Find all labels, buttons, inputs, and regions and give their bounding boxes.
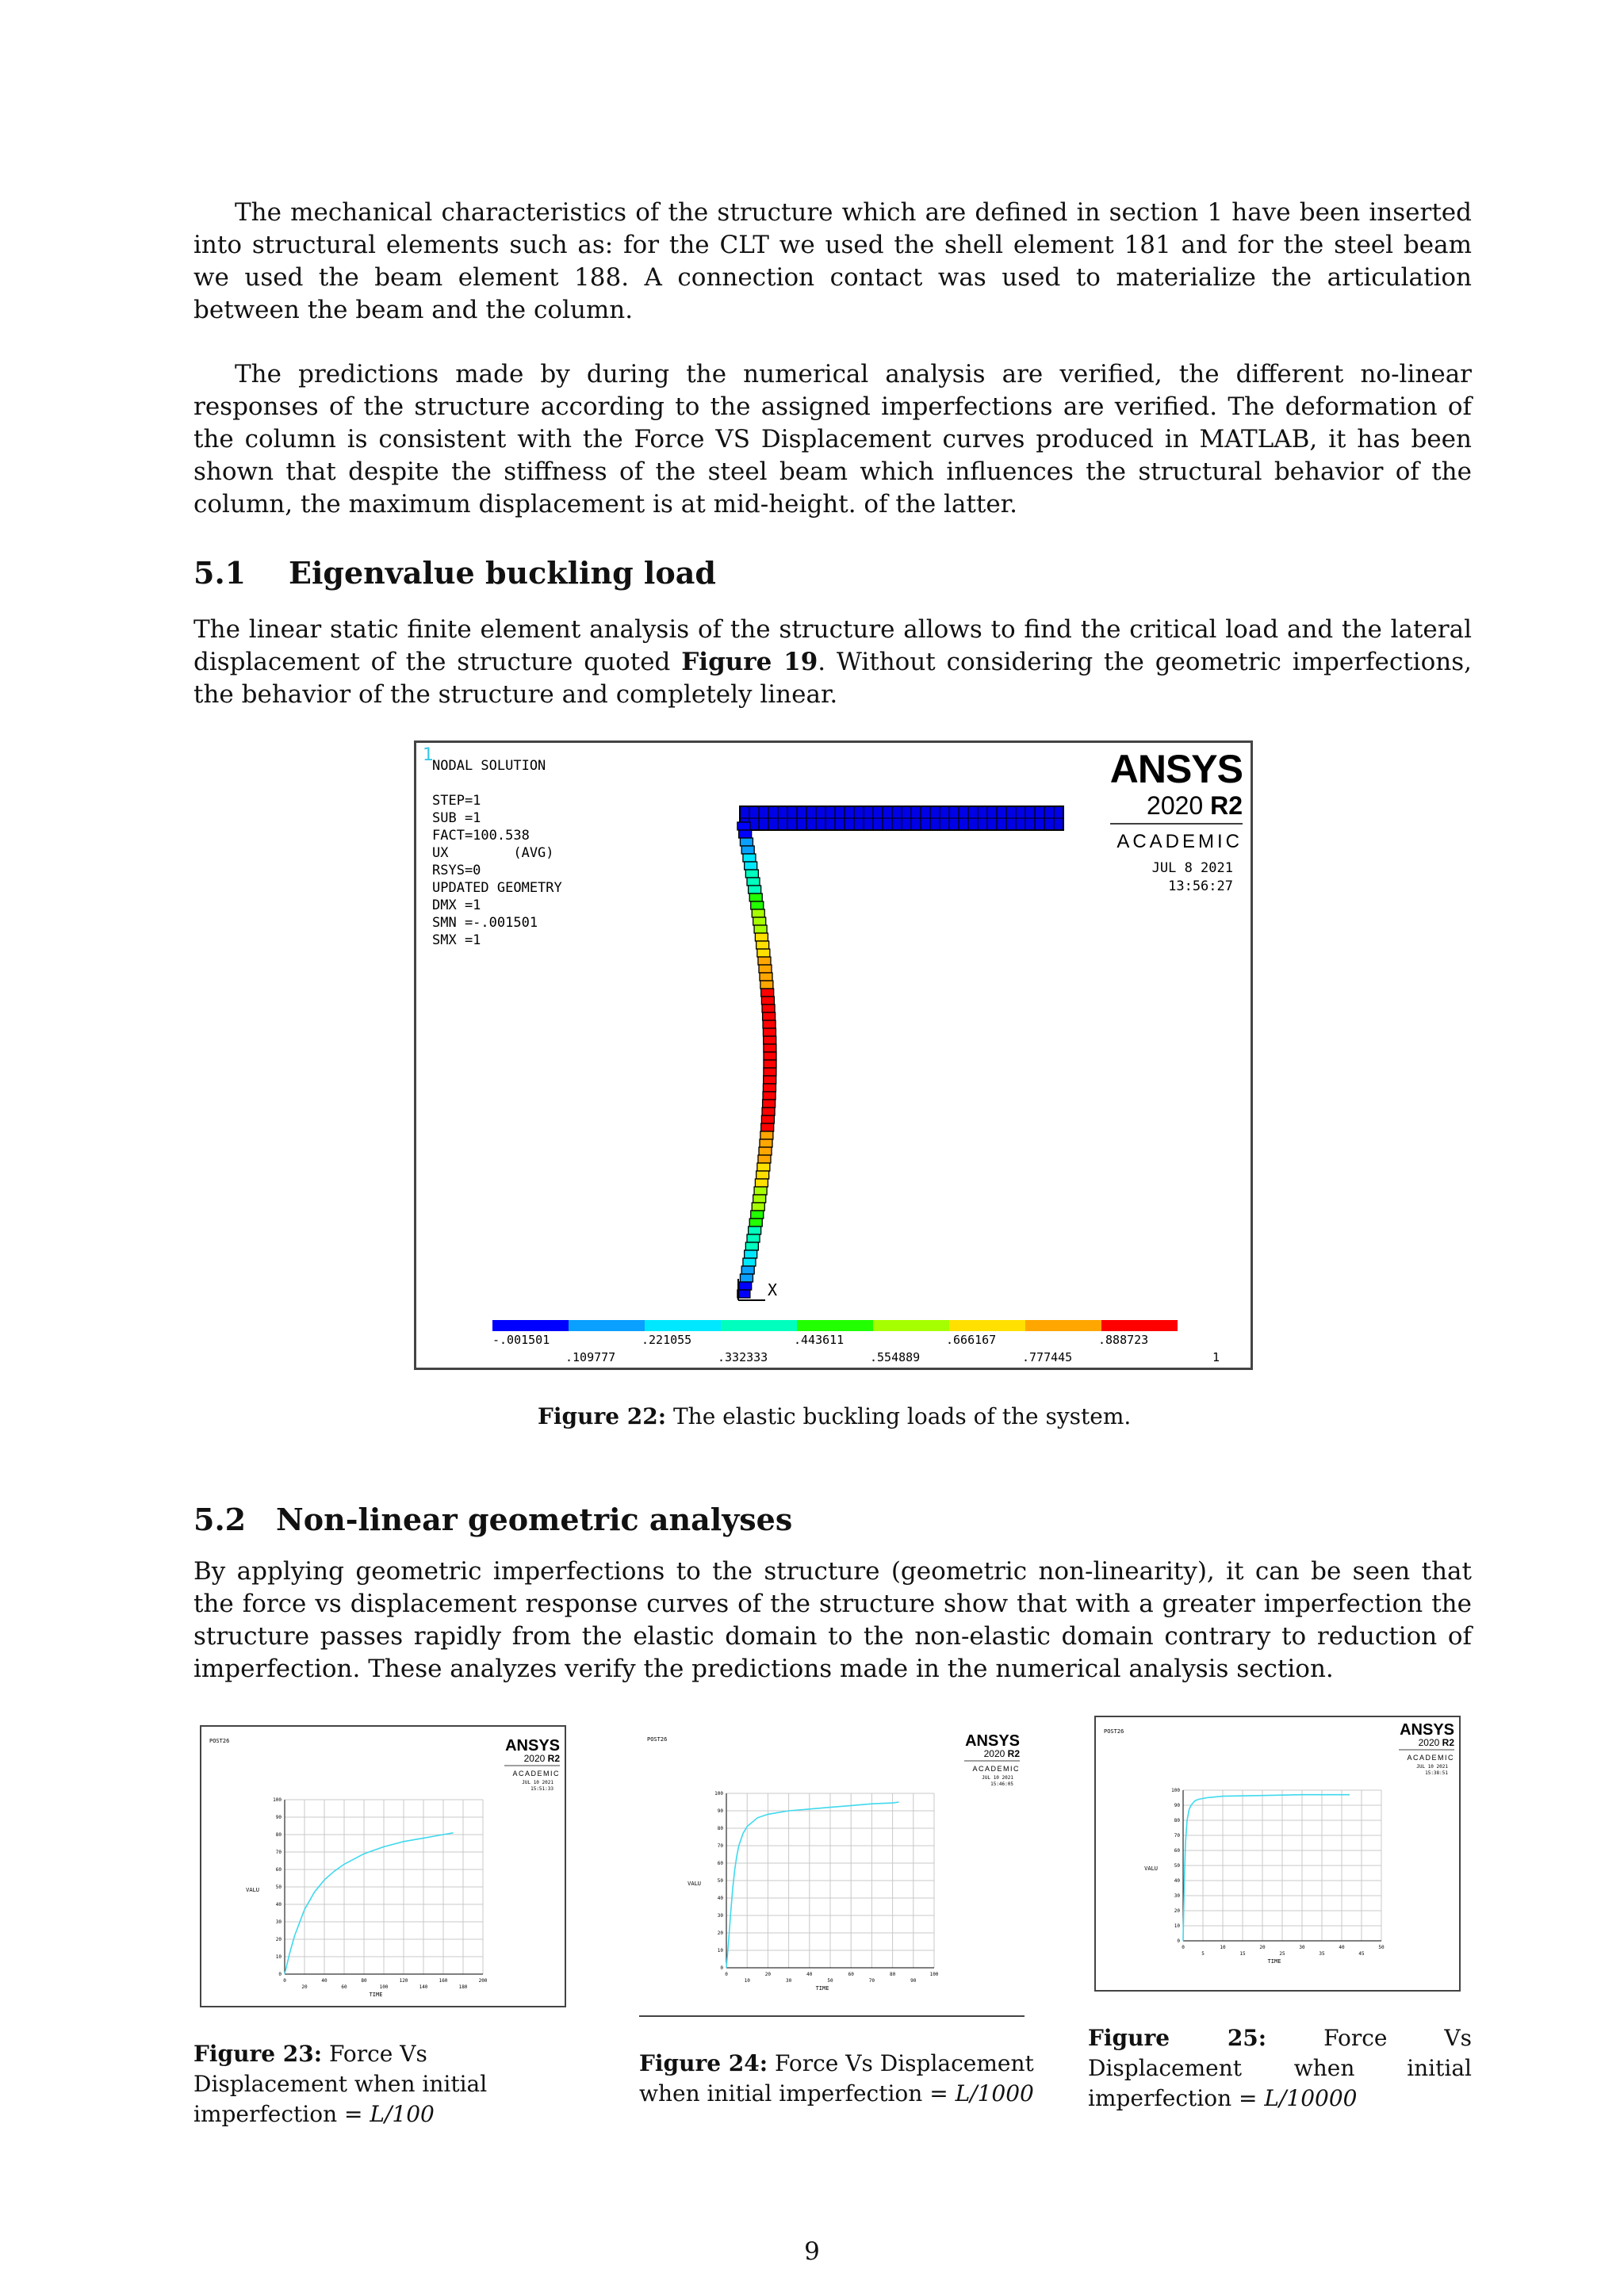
y-axis-label: VALU bbox=[246, 1887, 259, 1893]
legend-label: .109777 bbox=[565, 1350, 616, 1364]
y-tick-label: 10 bbox=[717, 1948, 723, 1954]
y-tick-label: 40 bbox=[1174, 1878, 1180, 1884]
force-displacement-curve bbox=[726, 1802, 899, 1968]
column-element bbox=[757, 1163, 770, 1171]
force-displacement-curve bbox=[1183, 1795, 1350, 1941]
info-line: DMX =1 bbox=[432, 897, 481, 913]
x-tick-label: 45 bbox=[1358, 1951, 1365, 1957]
ansys-logo: ANSYS bbox=[965, 1732, 1020, 1750]
legend-label: .777445 bbox=[1022, 1350, 1073, 1364]
column-element bbox=[763, 1084, 776, 1092]
x-tick-label: 40 bbox=[321, 1978, 327, 1984]
column-element bbox=[760, 1139, 772, 1147]
plot-time: 15:38:51 bbox=[1425, 1770, 1448, 1776]
info-line: UPDATED GEOMETRY bbox=[432, 880, 562, 896]
column-element bbox=[763, 1100, 776, 1108]
column-element bbox=[758, 957, 771, 965]
ansys-edition: ACADEMIC bbox=[972, 1765, 1020, 1773]
column-element bbox=[745, 870, 758, 878]
y-tick-label: 80 bbox=[1174, 1818, 1180, 1823]
legend-label: .332333 bbox=[718, 1350, 768, 1364]
section-heading-5-2 bbox=[193, 1502, 792, 1537]
column-element bbox=[756, 941, 769, 949]
y-tick-label: 70 bbox=[717, 1843, 723, 1849]
chart-canvas bbox=[1096, 1717, 1459, 1990]
y-tick-label: 0 bbox=[720, 1965, 723, 1971]
column-element bbox=[758, 1155, 771, 1163]
ansys-edition: ACADEMIC bbox=[1407, 1754, 1454, 1762]
column-element bbox=[762, 1004, 775, 1012]
column-element bbox=[739, 830, 752, 838]
column-element bbox=[739, 1282, 752, 1290]
y-tick-label: 40 bbox=[717, 1896, 723, 1901]
x-tick-label: 25 bbox=[1279, 1951, 1285, 1957]
column-element bbox=[749, 886, 761, 894]
x-tick-label: 80 bbox=[361, 1978, 367, 1984]
x-tick-label: 20 bbox=[301, 1984, 308, 1990]
x-tick-label: 120 bbox=[399, 1978, 408, 1984]
y-tick-label: 70 bbox=[1174, 1833, 1180, 1839]
legend-label: .888723 bbox=[1098, 1333, 1149, 1347]
y-tick-label: 20 bbox=[717, 1931, 723, 1936]
column-element bbox=[759, 965, 772, 973]
legend-swatch bbox=[797, 1320, 873, 1331]
legend-label: -.001501 bbox=[492, 1333, 550, 1347]
column-element bbox=[751, 901, 764, 909]
x-tick-label: 15 bbox=[1239, 1951, 1246, 1957]
x-tick-label: 180 bbox=[458, 1984, 468, 1990]
info-line: RSYS=0 bbox=[432, 863, 481, 878]
x-axis-label: TIME bbox=[369, 1992, 383, 1998]
column-element bbox=[759, 1147, 772, 1155]
ansys-edition: ACADEMIC bbox=[512, 1770, 560, 1777]
info-line: FACT=100.538 bbox=[432, 828, 530, 844]
column-element bbox=[755, 933, 768, 941]
column-element bbox=[764, 1068, 776, 1076]
column-element bbox=[760, 973, 772, 981]
contour-legend bbox=[492, 1320, 1220, 1364]
x-tick-label: 35 bbox=[1319, 1951, 1325, 1957]
column-element bbox=[751, 1211, 764, 1219]
ansys-version: 2020 R2 bbox=[523, 1753, 560, 1764]
column-element bbox=[756, 1171, 769, 1179]
x-tick-label: 200 bbox=[478, 1978, 488, 1984]
column-element bbox=[740, 1274, 753, 1282]
column-element bbox=[740, 838, 753, 846]
y-axis-label: VALU bbox=[1144, 1866, 1158, 1872]
section-heading-5-1 bbox=[193, 555, 716, 591]
x-tick-label: 30 bbox=[1299, 1945, 1305, 1950]
legend-label: .443611 bbox=[794, 1333, 845, 1347]
legend-label: .221055 bbox=[642, 1333, 692, 1347]
info-line: SMX =1 bbox=[432, 932, 481, 948]
column-element bbox=[752, 1203, 764, 1211]
figure-24-caption: Figure 24: Force Vs Displacement when initial imperfection = L/1000 bbox=[639, 2050, 1034, 2107]
column-element bbox=[749, 894, 762, 901]
ansys-logo: ANSYS bbox=[505, 1737, 560, 1755]
y-tick-label: 10 bbox=[1174, 1923, 1180, 1929]
y-tick-label: 40 bbox=[275, 1902, 282, 1908]
section-number: 5.2 bbox=[193, 1502, 247, 1537]
figure-25-caption: Figure 25: Force Vs Displacement when initial imperfection = L/10000 bbox=[1088, 2025, 1472, 2111]
ansys-version: 2020 R2 bbox=[1418, 1737, 1454, 1748]
plot-time: 15:46:05 bbox=[990, 1781, 1013, 1787]
column-element bbox=[745, 1242, 758, 1250]
column-element bbox=[764, 1052, 776, 1060]
solution-info-block bbox=[432, 758, 562, 948]
legend-swatch bbox=[645, 1320, 721, 1331]
legend-swatch bbox=[569, 1320, 645, 1331]
column-element bbox=[743, 1258, 756, 1266]
post-label: POST26 bbox=[209, 1738, 230, 1744]
force-displacement-curve bbox=[285, 1833, 454, 1974]
plot-time: 15:51:33 bbox=[530, 1786, 553, 1792]
y-tick-label: 0 bbox=[1177, 1938, 1180, 1944]
y-tick-label: 60 bbox=[275, 1867, 282, 1873]
section-5-2-text: By applying geometric imperfections to the structure (geometric non-linearity), it can be seen that the force vs displacement response curves of the structure show that with a greater imperfection the structure passes rapidly from the elastic domain to the non-elastic domain contrary to reduction of imperfection. These analyzes verify the predictions made in the numerical analysis section. bbox=[193, 1557, 1472, 1683]
figure-22-ansys-plot bbox=[414, 740, 1253, 1370]
x-tick-label: 90 bbox=[910, 1978, 917, 1984]
column-element bbox=[763, 1020, 776, 1028]
y-tick-label: 80 bbox=[275, 1832, 282, 1838]
column-element bbox=[737, 822, 750, 830]
column-element bbox=[754, 1187, 767, 1195]
column-element bbox=[755, 1179, 768, 1187]
y-tick-label: 70 bbox=[275, 1850, 282, 1855]
solution-date: JUL 8 2021 bbox=[1151, 860, 1233, 876]
x-tick-label: 20 bbox=[764, 1972, 772, 1977]
y-tick-label: 50 bbox=[1174, 1863, 1180, 1869]
x-tick-label: 140 bbox=[419, 1984, 428, 1990]
x-axis-label: TIME bbox=[1267, 1958, 1281, 1965]
x-tick-label: 40 bbox=[806, 1972, 813, 1977]
column-element bbox=[749, 1219, 762, 1226]
y-axis-label: VALU bbox=[688, 1881, 701, 1887]
x-tick-label: 50 bbox=[827, 1978, 833, 1984]
x-tick-label: 0 bbox=[283, 1978, 286, 1984]
x-axis-label: TIME bbox=[815, 1985, 829, 1992]
column-element bbox=[763, 1028, 776, 1036]
y-tick-label: 60 bbox=[1174, 1848, 1180, 1854]
chart-canvas bbox=[639, 1717, 1025, 2015]
y-tick-label: 60 bbox=[717, 1861, 723, 1866]
x-tick-label: 70 bbox=[868, 1978, 875, 1984]
column-element bbox=[747, 1234, 760, 1242]
figure-23-caption: Figure 23: Force Vs Displacement when initial imperfection = L/100 bbox=[193, 2041, 488, 2127]
figure-22-caption: Figure 22: The elastic buckling loads of the system. bbox=[538, 1403, 1132, 1429]
post-label: POST26 bbox=[647, 1736, 668, 1743]
ansys-version: 2020 R2 bbox=[983, 1748, 1020, 1759]
x-tick-label: 10 bbox=[1220, 1945, 1226, 1950]
y-tick-label: 30 bbox=[275, 1919, 282, 1925]
solution-time: 13:56:27 bbox=[1168, 878, 1233, 894]
y-tick-label: 0 bbox=[278, 1972, 282, 1977]
figure-24-plot bbox=[639, 1717, 1025, 2017]
y-tick-label: 100 bbox=[273, 1797, 282, 1803]
legend-swatch bbox=[1101, 1320, 1178, 1331]
x-tick-label: 40 bbox=[1339, 1945, 1345, 1950]
column-element bbox=[760, 1131, 773, 1139]
y-tick-label: 30 bbox=[1174, 1893, 1180, 1899]
x-tick-label: 30 bbox=[785, 1978, 792, 1984]
info-line: SUB =1 bbox=[432, 810, 481, 826]
y-tick-label: 100 bbox=[1171, 1788, 1180, 1793]
column-element bbox=[753, 917, 766, 925]
column-element bbox=[763, 1092, 776, 1100]
column-element bbox=[754, 925, 767, 933]
ansys-edition: ACADEMIC bbox=[1116, 831, 1243, 852]
plot-date: JUL 10 2021 bbox=[522, 1780, 553, 1785]
column-element bbox=[762, 1108, 775, 1115]
x-tick-label: 60 bbox=[848, 1972, 854, 1977]
figure-reference: Figure 19 bbox=[681, 648, 818, 676]
ansys-logo: ANSYS bbox=[1400, 1721, 1454, 1739]
y-tick-label: 20 bbox=[275, 1937, 282, 1942]
column-element bbox=[743, 854, 756, 862]
column-element bbox=[753, 1195, 766, 1203]
plot-date: JUL 10 2021 bbox=[1416, 1764, 1448, 1770]
post-label: POST26 bbox=[1104, 1728, 1124, 1735]
y-tick-label: 50 bbox=[275, 1885, 282, 1890]
legend-label: .666167 bbox=[946, 1333, 997, 1347]
x-tick-label: 160 bbox=[439, 1978, 448, 1984]
x-axis-label: X bbox=[768, 1280, 778, 1299]
x-tick-label: 0 bbox=[1182, 1945, 1185, 1950]
x-tick-label: 100 bbox=[929, 1972, 939, 1977]
x-tick-label: 20 bbox=[1259, 1945, 1266, 1950]
y-tick-label: 30 bbox=[717, 1913, 723, 1919]
column-element bbox=[747, 878, 760, 886]
column-element bbox=[761, 989, 774, 997]
ansys-version: 2020 R2 bbox=[1147, 791, 1243, 820]
legend-swatch bbox=[1025, 1320, 1101, 1331]
column-element bbox=[745, 862, 757, 870]
column-element bbox=[749, 1226, 761, 1234]
y-tick-label: 90 bbox=[717, 1808, 723, 1814]
info-line: NODAL SOLUTION bbox=[432, 758, 546, 774]
x-tick-label: 0 bbox=[725, 1972, 728, 1977]
y-tick-label: 100 bbox=[714, 1791, 723, 1797]
page-number: 9 bbox=[804, 2237, 820, 2266]
column-element bbox=[752, 909, 764, 917]
x-tick-label: 50 bbox=[1378, 1945, 1385, 1950]
column-element bbox=[745, 1250, 757, 1258]
column-element bbox=[764, 1036, 776, 1044]
x-tick-label: 100 bbox=[379, 1984, 389, 1990]
section-number: 5.1 bbox=[193, 555, 247, 591]
column-element bbox=[741, 846, 754, 854]
ansys-logo: ANSYS bbox=[1109, 747, 1243, 791]
section-title: Eigenvalue buckling load bbox=[289, 555, 716, 591]
column-element bbox=[760, 981, 773, 989]
column-element bbox=[761, 997, 774, 1004]
section-5-1-text: The linear static finite element analysis of the structure allows to find the critical load and the lateral displacement of the structure quoted Figure 19. Without considering the geometric imperfections, the behavior of the structure and completely linear. bbox=[193, 615, 1472, 709]
column-element bbox=[737, 1290, 750, 1298]
x-tick-label: 5 bbox=[1201, 1951, 1205, 1957]
clt-column bbox=[737, 822, 776, 1298]
plot-date: JUL 10 2021 bbox=[982, 1775, 1013, 1781]
legend-swatch bbox=[949, 1320, 1025, 1331]
legend-label: 1 bbox=[1212, 1350, 1220, 1364]
corner-mark: 1 bbox=[423, 745, 434, 765]
info-line: UX (AVG) bbox=[432, 845, 554, 861]
chart-canvas bbox=[201, 1727, 565, 2006]
legend-swatch bbox=[721, 1320, 797, 1331]
y-tick-label: 90 bbox=[1174, 1803, 1180, 1808]
section-title: Non-linear geometric analyses bbox=[276, 1502, 793, 1537]
column-element bbox=[764, 1044, 776, 1052]
legend-label: .554889 bbox=[870, 1350, 921, 1364]
column-element bbox=[764, 1076, 776, 1084]
x-tick-label: 80 bbox=[889, 1972, 896, 1977]
column-element bbox=[761, 1123, 774, 1131]
column-element bbox=[763, 1012, 776, 1020]
y-tick-label: 20 bbox=[1174, 1908, 1180, 1914]
info-line: SMN =-.001501 bbox=[432, 915, 538, 931]
info-line: STEP=1 bbox=[432, 793, 481, 809]
y-tick-label: 80 bbox=[717, 1826, 723, 1831]
y-tick-label: 10 bbox=[275, 1954, 282, 1960]
y-tick-label: 50 bbox=[717, 1878, 723, 1884]
column-element bbox=[757, 949, 770, 957]
figure-23-plot bbox=[200, 1725, 566, 2007]
paragraph-1: The mechanical characteristics of the structure which are defined in section 1 have been inserted into structural elements such as: for the CLT we used the shell element 181 and for the steel beam we used the beam element 188. A connection contact was used to materialize the articulation between the beam and the column. bbox=[193, 198, 1472, 324]
figure-25-plot bbox=[1094, 1716, 1461, 1992]
legend-swatch bbox=[873, 1320, 949, 1331]
steel-beam bbox=[740, 806, 1063, 830]
paragraph-2: The predictions made by during the numerical analysis are verified, the different no-linear responses of the structure according to the assigned imperfections are verified. The deformation of the column is consistent with the Force VS Displacement curves produced in MATLAB, it has been shown that despite the stiffness of the steel beam which influences the structural behavior of the column, the maximum displacement is at mid-height. of the latter. bbox=[193, 360, 1472, 519]
figure-22-canvas bbox=[416, 743, 1251, 1368]
y-tick-label: 90 bbox=[275, 1815, 282, 1820]
x-tick-label: 60 bbox=[341, 1984, 347, 1990]
column-element bbox=[764, 1060, 776, 1068]
column-element bbox=[761, 1115, 774, 1123]
column-element bbox=[741, 1266, 754, 1274]
x-tick-label: 10 bbox=[744, 1978, 750, 1984]
legend-swatch bbox=[492, 1320, 569, 1331]
